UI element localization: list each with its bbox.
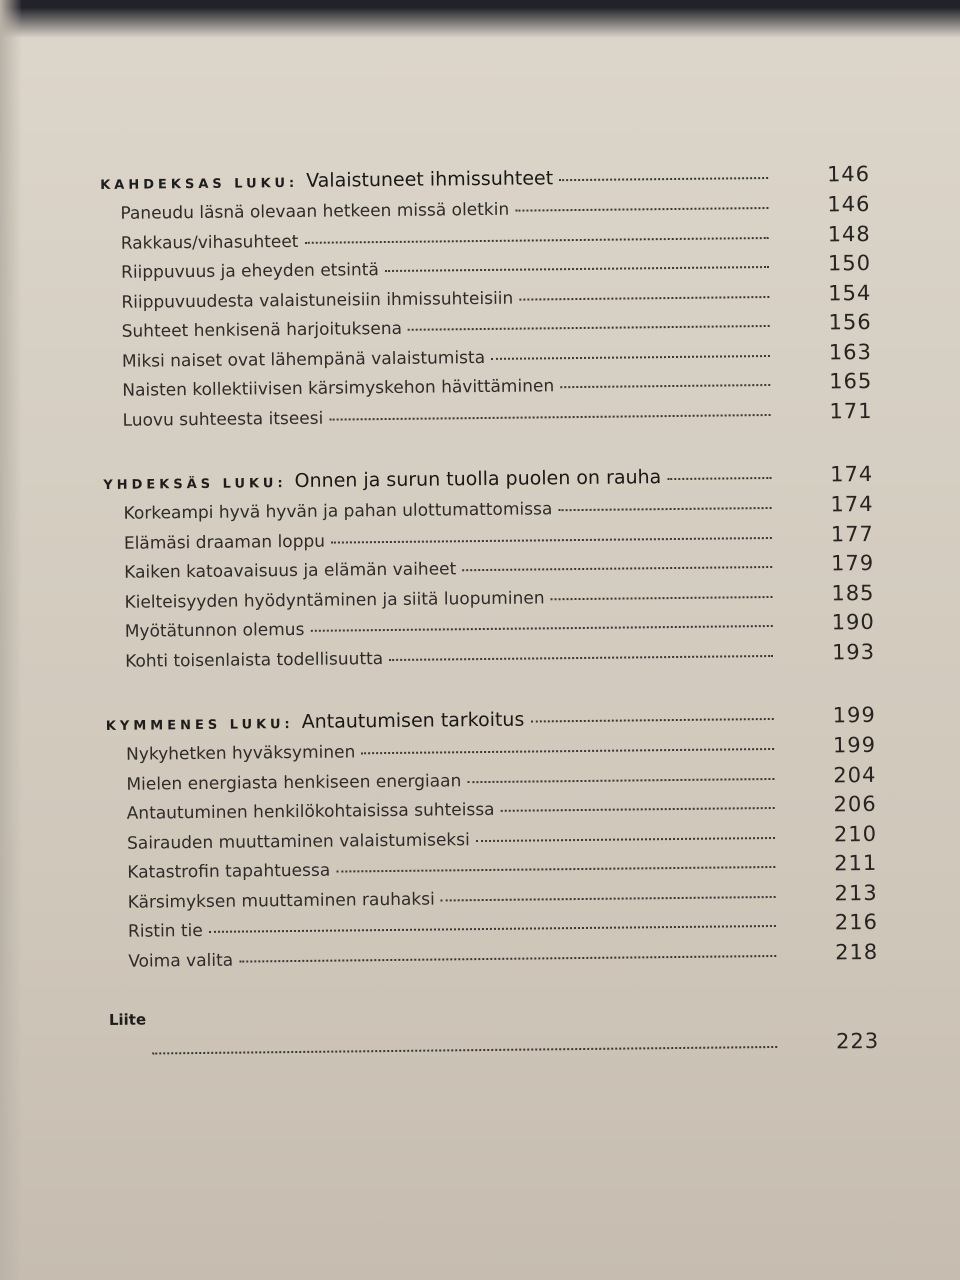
page-number: 148: [827, 221, 871, 246]
dot-leader: [441, 895, 776, 901]
page-number: 223: [835, 1028, 880, 1054]
entry-title: Riippuvuus ja eheyden etsintä: [120, 260, 379, 283]
page-number: 177: [830, 521, 874, 546]
entry-title: Suhteet henkisenä harjoituksena: [121, 318, 403, 342]
entry-title: Luovu suhteesta itseesi: [122, 408, 324, 431]
page-number: 163: [828, 339, 873, 364]
page-number: 216: [834, 909, 879, 935]
entry-title: Kaiken katoavaisuus ja elämän vaiheet: [124, 559, 457, 583]
dot-leader: [389, 654, 773, 660]
page-number: 185: [831, 580, 875, 605]
page-number: 174: [830, 461, 874, 487]
chapter-label: KYMMENES LUKU:: [105, 717, 294, 734]
page-number: 204: [833, 762, 877, 787]
page-number: 213: [834, 880, 878, 905]
entry-title: Korkeampi hyvä hyvän ja pahan ulottumattomissa: [123, 499, 553, 524]
dot-leader: [239, 954, 776, 962]
page-number: 193: [831, 639, 876, 664]
dot-leader: [152, 1046, 777, 1055]
page-number: 174: [830, 491, 874, 517]
page-number: 154: [828, 280, 872, 305]
chapter-section: [100, 162, 873, 436]
dot-leader: [501, 807, 775, 812]
dot-leader: [491, 354, 770, 359]
page-number: 211: [834, 850, 878, 876]
page-number: 156: [828, 309, 872, 335]
entry-title: Katastrofin tapahtuessa: [127, 860, 331, 883]
entry-title: Mielen energiasta henkiseen energiaan: [126, 770, 462, 795]
entry-title: Kohti toisenlaista todellisuutta: [125, 648, 384, 672]
chapter-label: KAHDEKSAS LUKU:: [100, 175, 299, 193]
entry-title: Nykyhetken hyväksyminen: [126, 742, 356, 765]
top-shadow: [0, 0, 960, 38]
table-of-contents: [100, 162, 879, 1061]
page-number: 179: [830, 550, 875, 576]
dot-leader: [558, 507, 771, 511]
dot-leader: [530, 718, 773, 723]
entry-title: Ristin tie: [127, 920, 203, 942]
entry-title: Myötätunnon olemus: [124, 619, 305, 642]
dot-leader: [559, 177, 768, 181]
dot-leader: [467, 777, 774, 782]
dot-leader: [462, 566, 772, 571]
page-number: 146: [826, 161, 871, 187]
dot-leader: [560, 384, 770, 388]
dot-leader: [476, 836, 775, 841]
page-number: 199: [832, 732, 877, 758]
chapter-title: Antautumisen tarkoitus: [301, 708, 525, 733]
page-number: 218: [835, 939, 879, 964]
chapter-label: YHDEKSÄS LUKU:: [103, 476, 287, 493]
dot-leader: [515, 207, 768, 212]
appendix-entry: [109, 1003, 879, 1061]
dot-leader: [329, 413, 770, 420]
dot-leader: [551, 595, 773, 599]
page-number: 190: [831, 609, 875, 635]
entry-title: Riippuvuudesta valaistuneisiin ihmissuhteisiin: [121, 288, 514, 313]
entry-title: Miksi naiset ovat lähempänä valaistumista: [121, 347, 486, 372]
dot-leader: [667, 477, 771, 480]
dot-leader: [304, 237, 768, 244]
dot-leader: [385, 266, 769, 272]
chapter-title: Valaistuneet ihmissuhteet: [306, 167, 554, 192]
appendix-label: Liite: [108, 1010, 147, 1029]
dot-leader: [408, 325, 770, 331]
chapter-title: Onnen ja surun tuolla puolen on rauha: [294, 466, 662, 492]
page-number: 171: [829, 398, 873, 423]
dot-leader: [209, 925, 776, 933]
dot-leader: [310, 625, 772, 632]
page-number: 210: [833, 821, 878, 846]
chapter-section: [103, 462, 875, 677]
entry-title: Antautuminen henkilökohtaisissa suhteissa: [126, 799, 495, 824]
entry-title: Kielteisyyden hyödyntäminen ja siitä luopuminen: [124, 587, 545, 613]
dot-leader: [361, 748, 774, 754]
dot-leader: [331, 536, 772, 543]
entry-title: Voima valita: [128, 950, 234, 972]
entry-title: Sairauden muuttaminen valaistumiseksi: [126, 829, 470, 854]
entry-title: Elämäsi draaman loppu: [123, 531, 326, 554]
page-number: 199: [832, 702, 876, 728]
page-number: 206: [833, 791, 877, 817]
page-number: 165: [829, 368, 873, 394]
entry-title: Naisten kollektiivisen kärsimyskehon hävittäminen: [122, 376, 555, 401]
chapter-section: [106, 703, 879, 977]
entry-title: Paneudu läsnä olevaan hetkeen missä oletkin: [120, 199, 510, 224]
page-number: 150: [827, 250, 872, 276]
entry-title: Kärsimyksen muuttaminen rauhaksi: [127, 889, 435, 913]
entry-title: Rakkaus/vihasuhteet: [120, 231, 299, 254]
page-edge: [0, 0, 22, 1280]
dot-leader: [336, 866, 775, 873]
dot-leader: [519, 295, 769, 300]
page-number: 146: [827, 191, 871, 217]
